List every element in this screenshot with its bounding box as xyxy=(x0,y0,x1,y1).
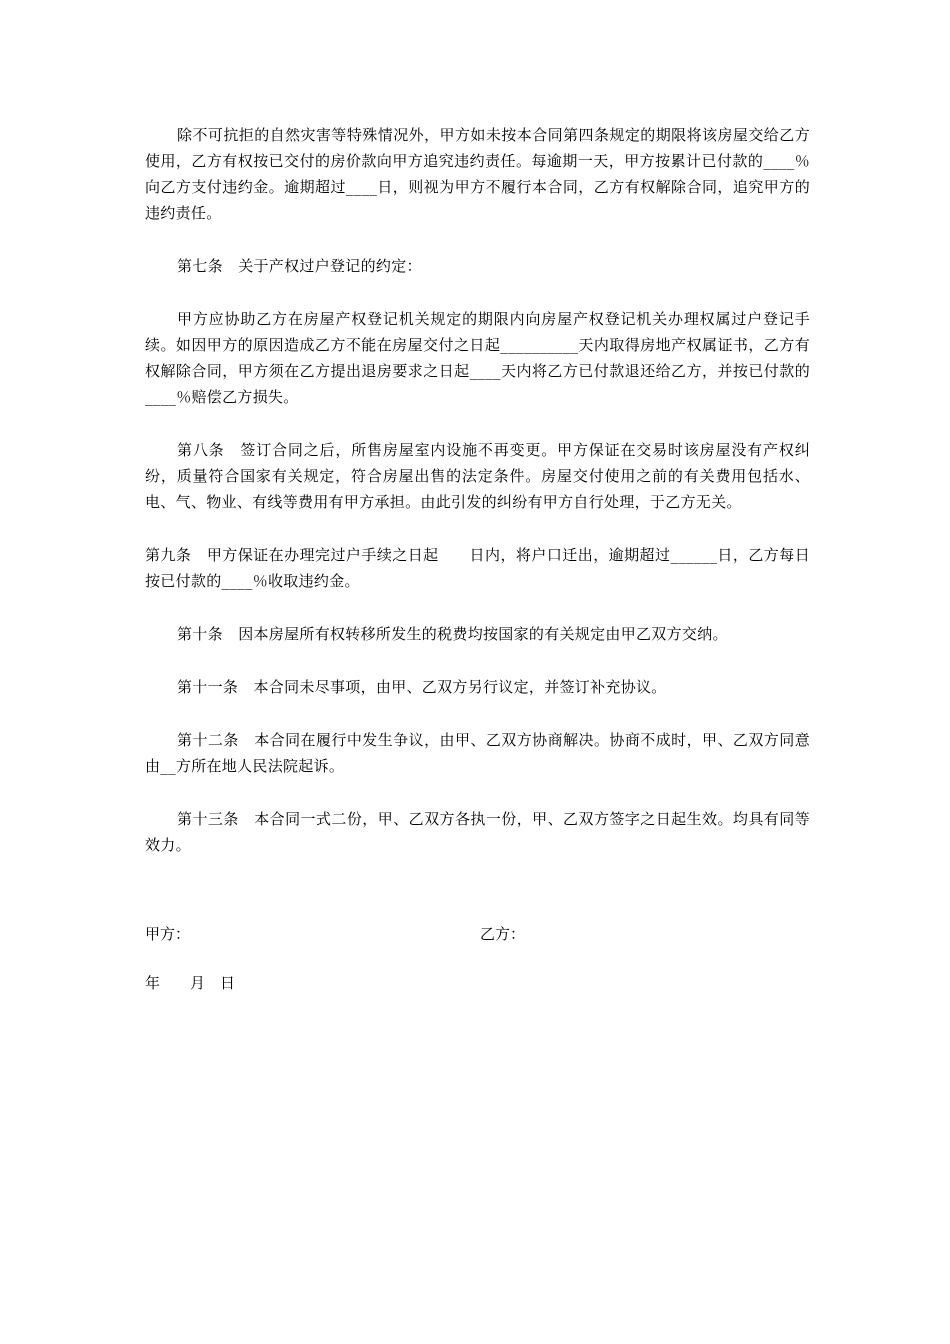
article-7-body: 甲方应协助乙方在房屋产权登记机关规定的期限内向房屋产权登记机关办理权属过户登记手续。如因甲方的原因造成乙方不能在房屋交付之日起__________天内取得房地产权属证书，乙方有权解除合同，甲方须在乙方提出退房要求之日起____天内将乙方已付款退还给乙方，并按已付款的____％赔偿乙方损失。 xyxy=(145,310,810,406)
article-13: 第十三条 本合同一式二份，甲、乙双方各执一份，甲、乙双方签字之日起生效。均具有同等效力。 xyxy=(145,810,810,854)
contract-body xyxy=(145,122,810,885)
article-10: 第十条 因本房屋所有权转移所发生的税费均按国家的有关规定由甲乙双方交纳。 xyxy=(177,625,728,643)
paragraph-delivery-penalty: 除不可抗拒的自然灾害等特殊情况外，甲方如未按本合同第四条规定的期限将该房屋交给乙方使用，乙方有权按已交付的房价款向甲方追究违约责任。每逾期一天，甲方按累计已付款的____％向乙方支付违约金。逾期超过____日，则视为甲方不履行本合同，乙方有权解除合同，追究甲方的违约责任。 xyxy=(145,126,810,222)
article-11: 第十一条 本合同未尽事项，由甲、乙双方另行议定，并签订补充协议。 xyxy=(177,678,667,696)
signature-block xyxy=(145,921,810,947)
signing-date-line: 年 月 日 xyxy=(145,974,236,992)
article-12: 第十二条 本合同在履行中发生争议，由甲、乙双方协商解决。协商不成时，甲、乙双方同意由__方所在地人民法院起诉。 xyxy=(145,731,810,775)
party-a-signature-label: 甲方： xyxy=(145,925,191,943)
article-8: 第八条 签订合同之后，所售房屋室内设施不再变更。甲方保证在交易时该房屋没有产权纠纷，质量符合国家有关规定，符合房屋出售的法定条件。房屋交付使用之前的有关费用包括水、电、气、物业、有线等费用有甲方承担。由此引发的纠纷有甲方自行处理，于乙方无关。 xyxy=(145,441,810,511)
article-7-heading: 第七条 关于产权过户登记的约定： xyxy=(177,257,422,275)
party-b-signature-label: 乙方： xyxy=(480,925,526,943)
article-9: 第九条 甲方保证在办理完过户手续之日起 日内，将户口迁出，逾期超过______日，乙方每日按已付款的____％收取违约金。 xyxy=(145,546,810,590)
